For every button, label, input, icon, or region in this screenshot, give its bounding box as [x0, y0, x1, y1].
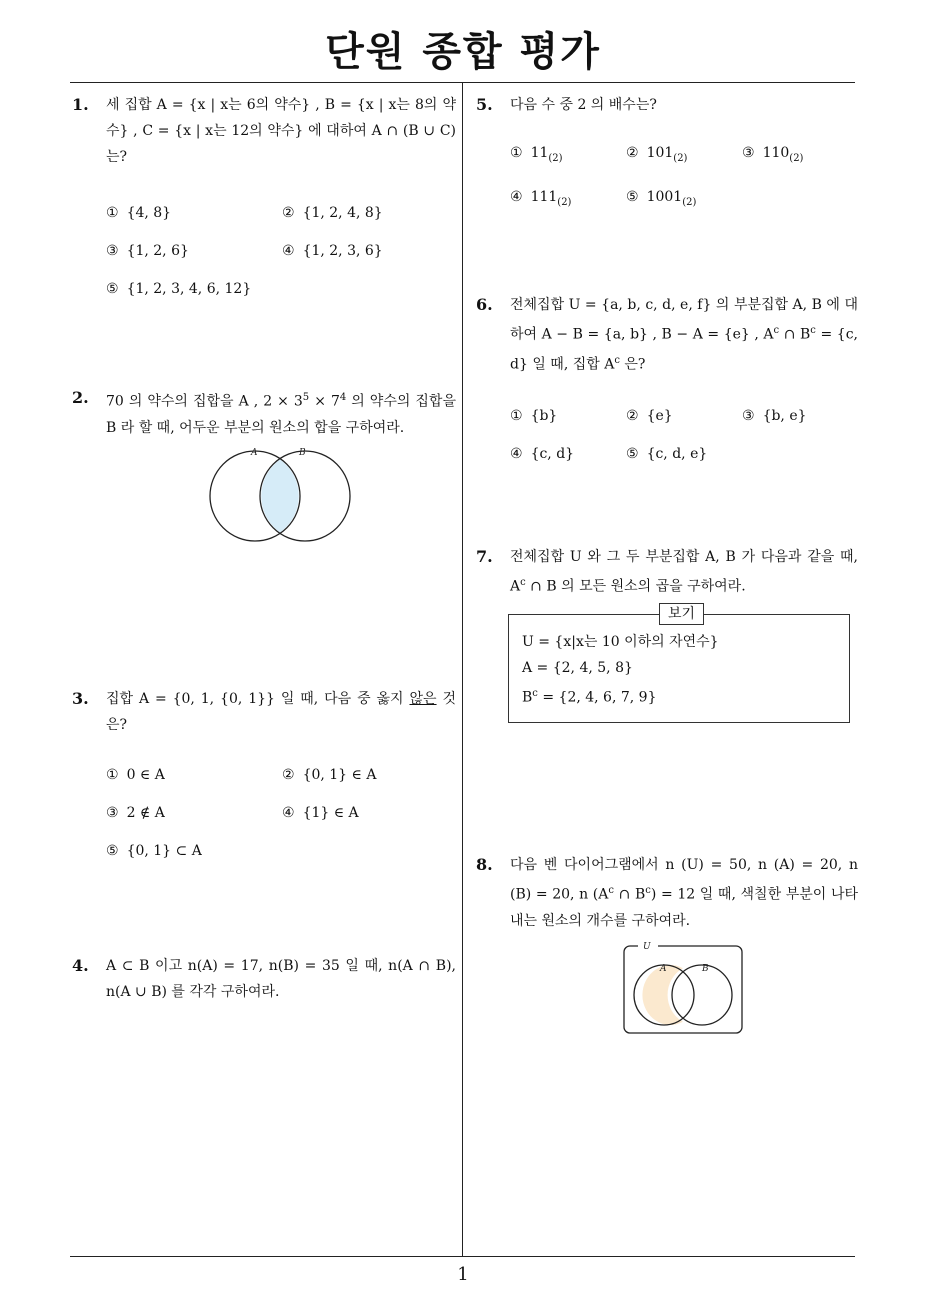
example-box — [508, 606, 850, 723]
option-3[interactable]: ③ $110_{(2)}$ — [742, 145, 804, 164]
question-3 — [72, 686, 456, 864]
question-text: 다음 벤 다이어그램에서 n (U) = 50, n (A) = 20, n (B) = 20, n ($A^c$ ∩ $B^c) = 12$ 일 때, 색칠한 부분이 나타내는 원소의 개수를 구하여라. — [510, 857, 858, 929]
column-divider — [462, 83, 463, 1257]
options — [106, 762, 456, 864]
question-number: 5. — [476, 95, 493, 114]
question-text: 전체집합 U 와 그 두 부분집합 A, B 가 다음과 같을 때, $A^c$ ∩ B 의 모든 원소의 곱을 구하여라. — [510, 549, 858, 595]
set-a-label: A — [251, 448, 258, 458]
set-a-label: A — [660, 964, 667, 974]
question-text: A ⊂ B 이고 n(A) = 17, n(B) = 35 일 때, n(A ∩ B), n(A ∪ B) 를 각각 구하여라. — [106, 958, 456, 1000]
option-1[interactable]: ① $11_{(2)}$ — [510, 145, 563, 164]
option-2[interactable]: ② {1, 2, 4, 8} — [282, 205, 383, 221]
question-text: 70 의 약수의 집합을 A , $2 \times 3^5 \times 7^4$ 의 약수의 집합을 B 라 할 때, 어두운 부분의 원소의 합을 구하여라. — [106, 392, 456, 436]
question-8 — [476, 852, 858, 934]
example-box-label: 보기 — [659, 603, 704, 625]
options — [106, 200, 456, 302]
option-3[interactable]: ③ 2 ∉ A — [106, 805, 165, 821]
set-b-label: B — [299, 448, 306, 458]
question-number: 2. — [72, 388, 89, 407]
option-2[interactable]: ② {e} — [626, 408, 673, 425]
venn-diagram-universe — [622, 938, 744, 1036]
example-line-1: U = {x|x는 10 이하의 자연수} — [522, 634, 719, 650]
question-number: 7. — [476, 547, 493, 566]
option-5[interactable]: ⑤ {0, 1} ⊂ A — [106, 843, 202, 859]
question-number: 3. — [72, 689, 89, 708]
option-2[interactable]: ② $101_{(2)}$ — [626, 145, 688, 164]
question-number: 8. — [476, 855, 493, 874]
page-title: 단원 종합 평가 — [325, 29, 601, 75]
question-number: 4. — [72, 956, 89, 975]
question-7 — [476, 544, 858, 600]
question-text: 전체집합 U = {a, b, c, d, e, f} 의 부분집합 A, B 에 대하여 A − B = {a, b} , B − A = {e} , $A^c$ ∩ $B^c = \{c$, d} 일 때, 집합 $A^c$ 은? — [510, 297, 858, 373]
option-5[interactable]: ⑤ $1001_{(2)}$ — [626, 188, 697, 208]
universe-label: U — [643, 942, 651, 952]
set-b-circle — [672, 965, 732, 1025]
option-4[interactable]: ④ {1} ∈ A — [282, 805, 359, 821]
option-1[interactable]: ① 0 ∈ A — [106, 767, 165, 783]
option-4[interactable]: ④ {c, d} — [510, 446, 575, 463]
footer-rule — [70, 1256, 855, 1257]
question-text: 집합 A = {0, 1, {0, 1}} 일 때, 다음 중 옳지 않은 것은? — [106, 691, 456, 733]
option-4[interactable]: ④ $111_{(2)}$ — [510, 188, 572, 208]
a-minus-b-shaded — [642, 965, 683, 1025]
option-3[interactable]: ③ {1, 2, 6} — [106, 243, 189, 259]
options — [510, 140, 858, 216]
question-text: 다음 수 중 2 의 배수는? — [510, 97, 657, 113]
question-2 — [72, 385, 456, 441]
example-line-2: A = {2, 4, 5, 8} — [522, 660, 633, 676]
option-1[interactable]: ① {b} — [510, 408, 558, 425]
example-line-3: $B^c = \{2$, 4, 6, 7, 9} — [522, 688, 657, 706]
options — [510, 403, 858, 467]
question-5 — [476, 92, 858, 216]
question-number: 1. — [72, 95, 89, 114]
question-text: 세 집합 A = {x | x는 6의 약수} , B = {x | x는 8의 약수} , C = {x | x는 12의 약수} 에 대하여 A ∩ (B ∪ C) 는? — [106, 97, 456, 165]
option-3[interactable]: ③ {b, e} — [742, 408, 807, 425]
option-5[interactable]: ⑤ {1, 2, 3, 4, 6, 12} — [106, 281, 252, 297]
set-b-label: B — [702, 964, 709, 974]
question-1 — [72, 92, 456, 302]
question-number: 6. — [476, 295, 493, 314]
page-number: 1 — [457, 1264, 469, 1285]
intersection-shaded — [261, 459, 299, 532]
universe-rect — [624, 946, 742, 1033]
option-5[interactable]: ⑤ {c, d, e} — [626, 446, 708, 463]
option-4[interactable]: ④ {1, 2, 3, 6} — [282, 243, 383, 259]
option-2[interactable]: ② {0, 1} ∈ A — [282, 767, 377, 783]
question-4 — [72, 953, 456, 1005]
venn-diagram-two-sets — [205, 446, 355, 546]
option-1[interactable]: ① {4, 8} — [106, 205, 172, 221]
question-6 — [476, 292, 858, 467]
example-box-content — [522, 629, 719, 711]
